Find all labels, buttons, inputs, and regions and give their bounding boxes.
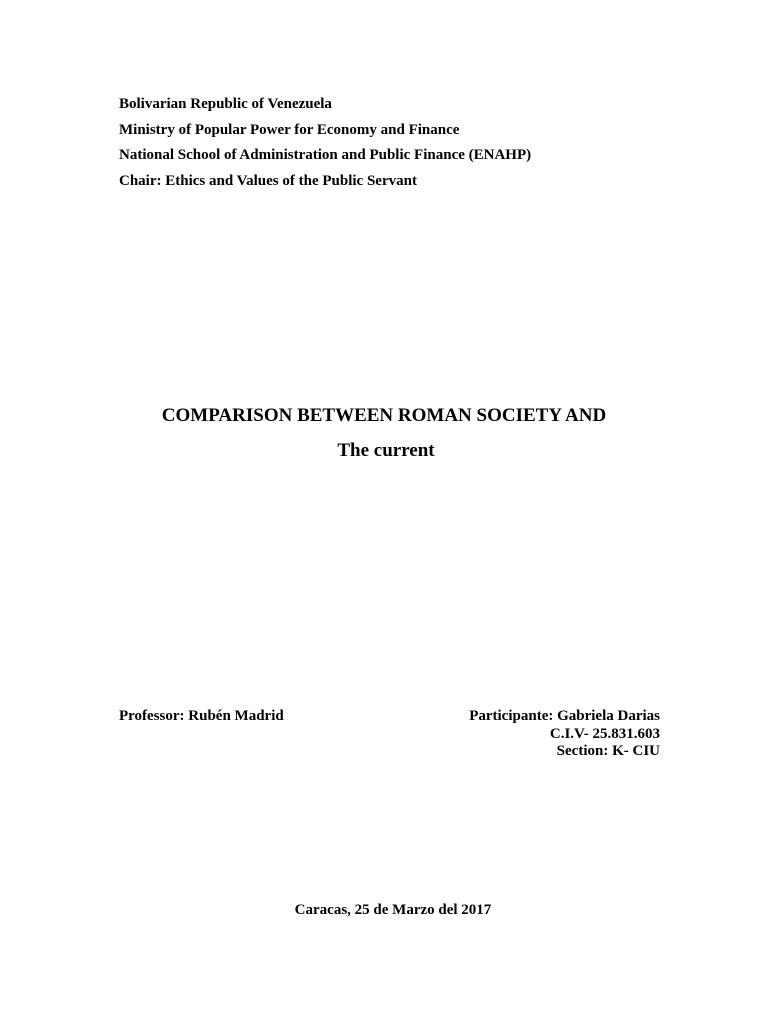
professor-name: Professor: Rubén Madrid	[119, 708, 284, 724]
document-title-line-1: COMPARISON BETWEEN ROMAN SOCIETY AND	[161, 405, 607, 426]
document-title-line-2: The current	[337, 440, 435, 461]
participant-id: C.I.V- 25.831.603	[549, 725, 660, 742]
participant-section: Section: K- CIU	[556, 743, 660, 759]
header-line-chair: Chair: Ethics and Values of the Public Servant	[119, 172, 417, 189]
header-line-school: National School of Administration and Public Finance (ENAHP)	[119, 147, 532, 163]
place-and-date: Caracas, 25 de Marzo del 2017	[294, 902, 492, 918]
participant-name: Participante: Gabriela Darias	[469, 708, 660, 724]
header-line-ministry: Ministry of Popular Power for Economy and Finance	[119, 121, 460, 138]
institution-header	[119, 92, 531, 194]
participant-info	[469, 708, 660, 761]
header-line-country: Bolivarian Republic of Venezuela	[119, 96, 332, 112]
